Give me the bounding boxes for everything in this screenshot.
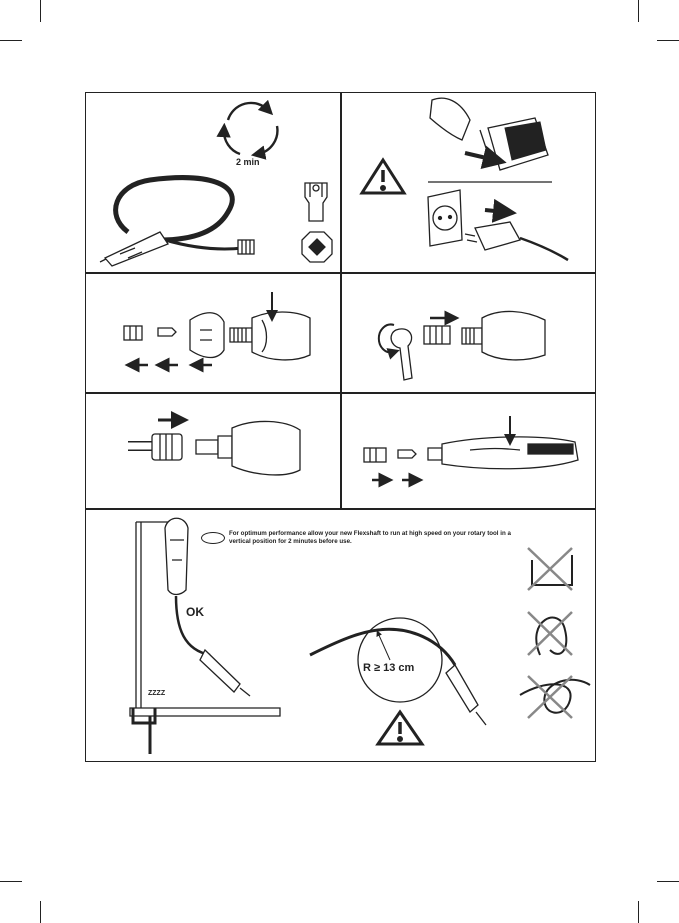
collet-nut (424, 326, 450, 344)
flexshaft-coupling (128, 434, 182, 460)
tool-shaft-thread (462, 311, 545, 359)
duration-label: 2 min (236, 157, 260, 167)
collet-nut (124, 326, 142, 340)
arrow-icon (485, 210, 505, 212)
collet (398, 450, 416, 458)
tool-shaft-thread (196, 421, 300, 475)
run-in-instruction: For optimum performance allow your new Flexshaft to run at high speed on your rotary tool in a vertical position for 2 minutes before use. (229, 530, 511, 545)
nose-cap (190, 313, 224, 358)
warning-triangle-icon (378, 712, 422, 744)
ok-label: OK (186, 605, 204, 619)
rotation-arrows-icon (224, 103, 277, 154)
wrong-fold (528, 612, 572, 655)
bend-radius-label: R ≥ 13 cm (363, 662, 415, 674)
language-marker (201, 532, 225, 544)
flexshaft-cable (116, 178, 243, 249)
wall-socket (428, 190, 462, 246)
wrong-loop (520, 676, 590, 718)
tool-shaft-thread (230, 312, 310, 360)
power-plug (465, 222, 568, 260)
wrench-icon (391, 329, 412, 380)
arrow-icon (465, 153, 495, 160)
warning-triangle-icon (362, 160, 404, 193)
adapter-nut (305, 183, 327, 221)
wrong-sharp-bend (528, 548, 572, 590)
adapter-nut-bottom-view (302, 232, 332, 262)
collet (158, 328, 176, 336)
collet-nut (364, 448, 386, 462)
flexshaft-handpiece (100, 232, 168, 266)
flexshaft-handpiece (428, 437, 578, 469)
sleep-label: ZZZZ (148, 690, 166, 697)
cross-out-icon (528, 548, 572, 590)
flexshaft-coupling (238, 240, 254, 254)
hanger-stand (130, 522, 280, 754)
